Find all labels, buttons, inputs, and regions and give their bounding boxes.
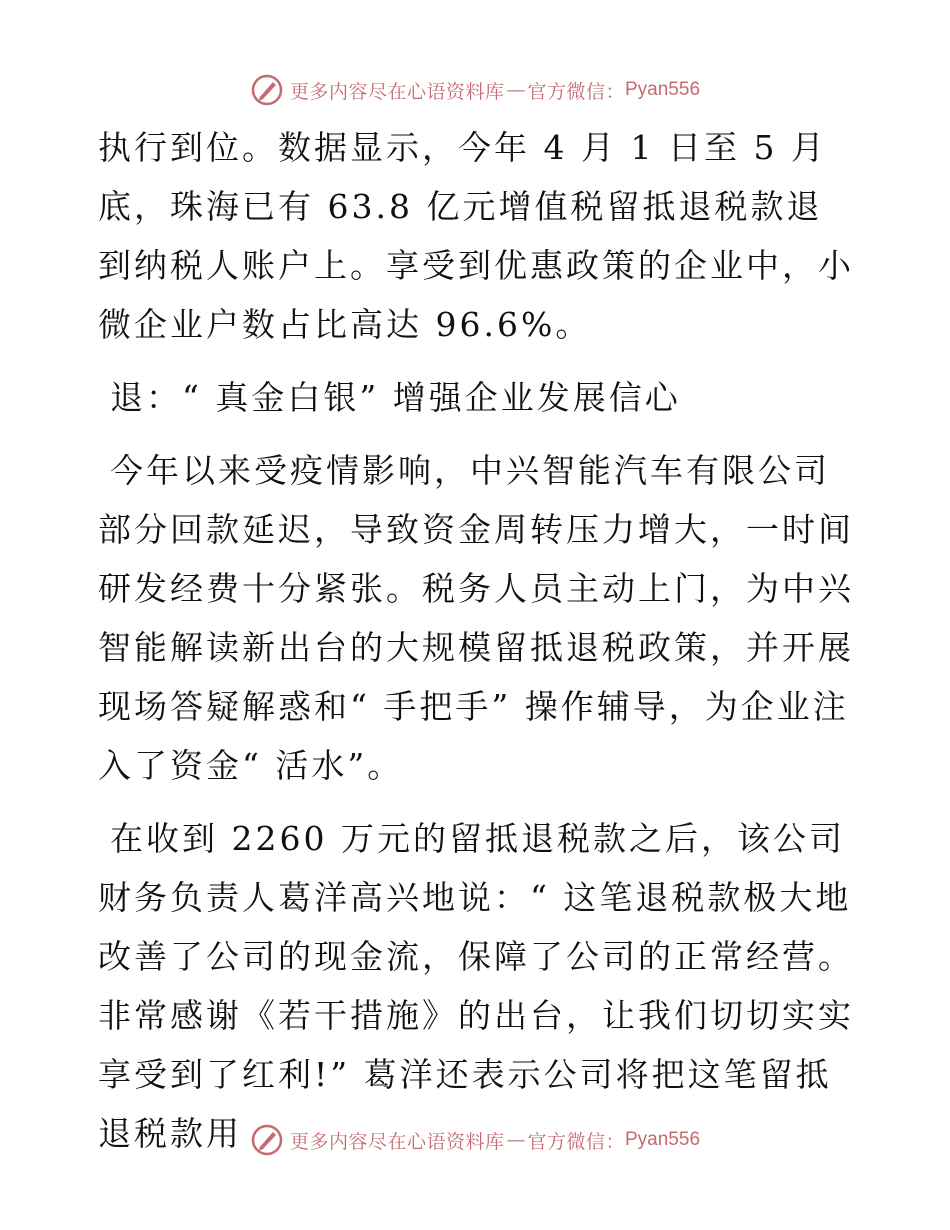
section-heading: 退：“ 真金白银” 增强企业发展信心 — [110, 378, 681, 417]
watermark-wechat-id: Pyan556 — [625, 79, 701, 100]
watermark-separator: — — [506, 79, 526, 101]
footer-watermark — [0, 1120, 950, 1160]
watermark-wechat-id: Pyan556 — [625, 1129, 701, 1150]
header-watermark — [0, 70, 950, 110]
paragraph-intro: 执行到位。数据显示，今年 4 月 1 日至 5 月底，珠海已有 63.8 亿元增值税留抵退税款退到纳税人账户上。享受到优惠政策的企业中，小微企业户数占比高达 96.6%。 — [98, 128, 854, 344]
watermark-text: 更多内容尽在心语资料库 — [289, 80, 505, 103]
paragraph-zhongxing: 今年以来受疫情影响，中兴智能汽车有限公司部分回款延迟，导致资金周转压力增大，一时间研发经费十分紧张。税务人员主动上门，为中兴智能解读新出台的大规模留抵退税政策，并开展现场答疑解惑和“ 手把手” 操作辅导，为企业注入了资金“ 活水”。 — [98, 451, 854, 785]
pen-logo-icon — [250, 1123, 284, 1157]
watermark-official-label: 官方微信： — [527, 1130, 625, 1153]
watermark-official-label: 官方微信： — [527, 80, 625, 103]
paragraph-refund-quote: 在收到 2260 万元的留抵退税款之后，该公司财务负责人葛洋高兴地说：“ 这笔退税款极大地改善了公司的现金流，保障了公司的正常经营。非常感谢《若干措施》的出台，让我们切切实实享受到了红利!” 葛洋还表示公司将把这笔留抵退税款用 — [98, 819, 854, 1153]
document-body — [98, 118, 858, 1163]
watermark-separator: — — [506, 1129, 526, 1151]
pen-logo-icon — [250, 73, 284, 107]
watermark-text: 更多内容尽在心语资料库 — [289, 1130, 505, 1153]
